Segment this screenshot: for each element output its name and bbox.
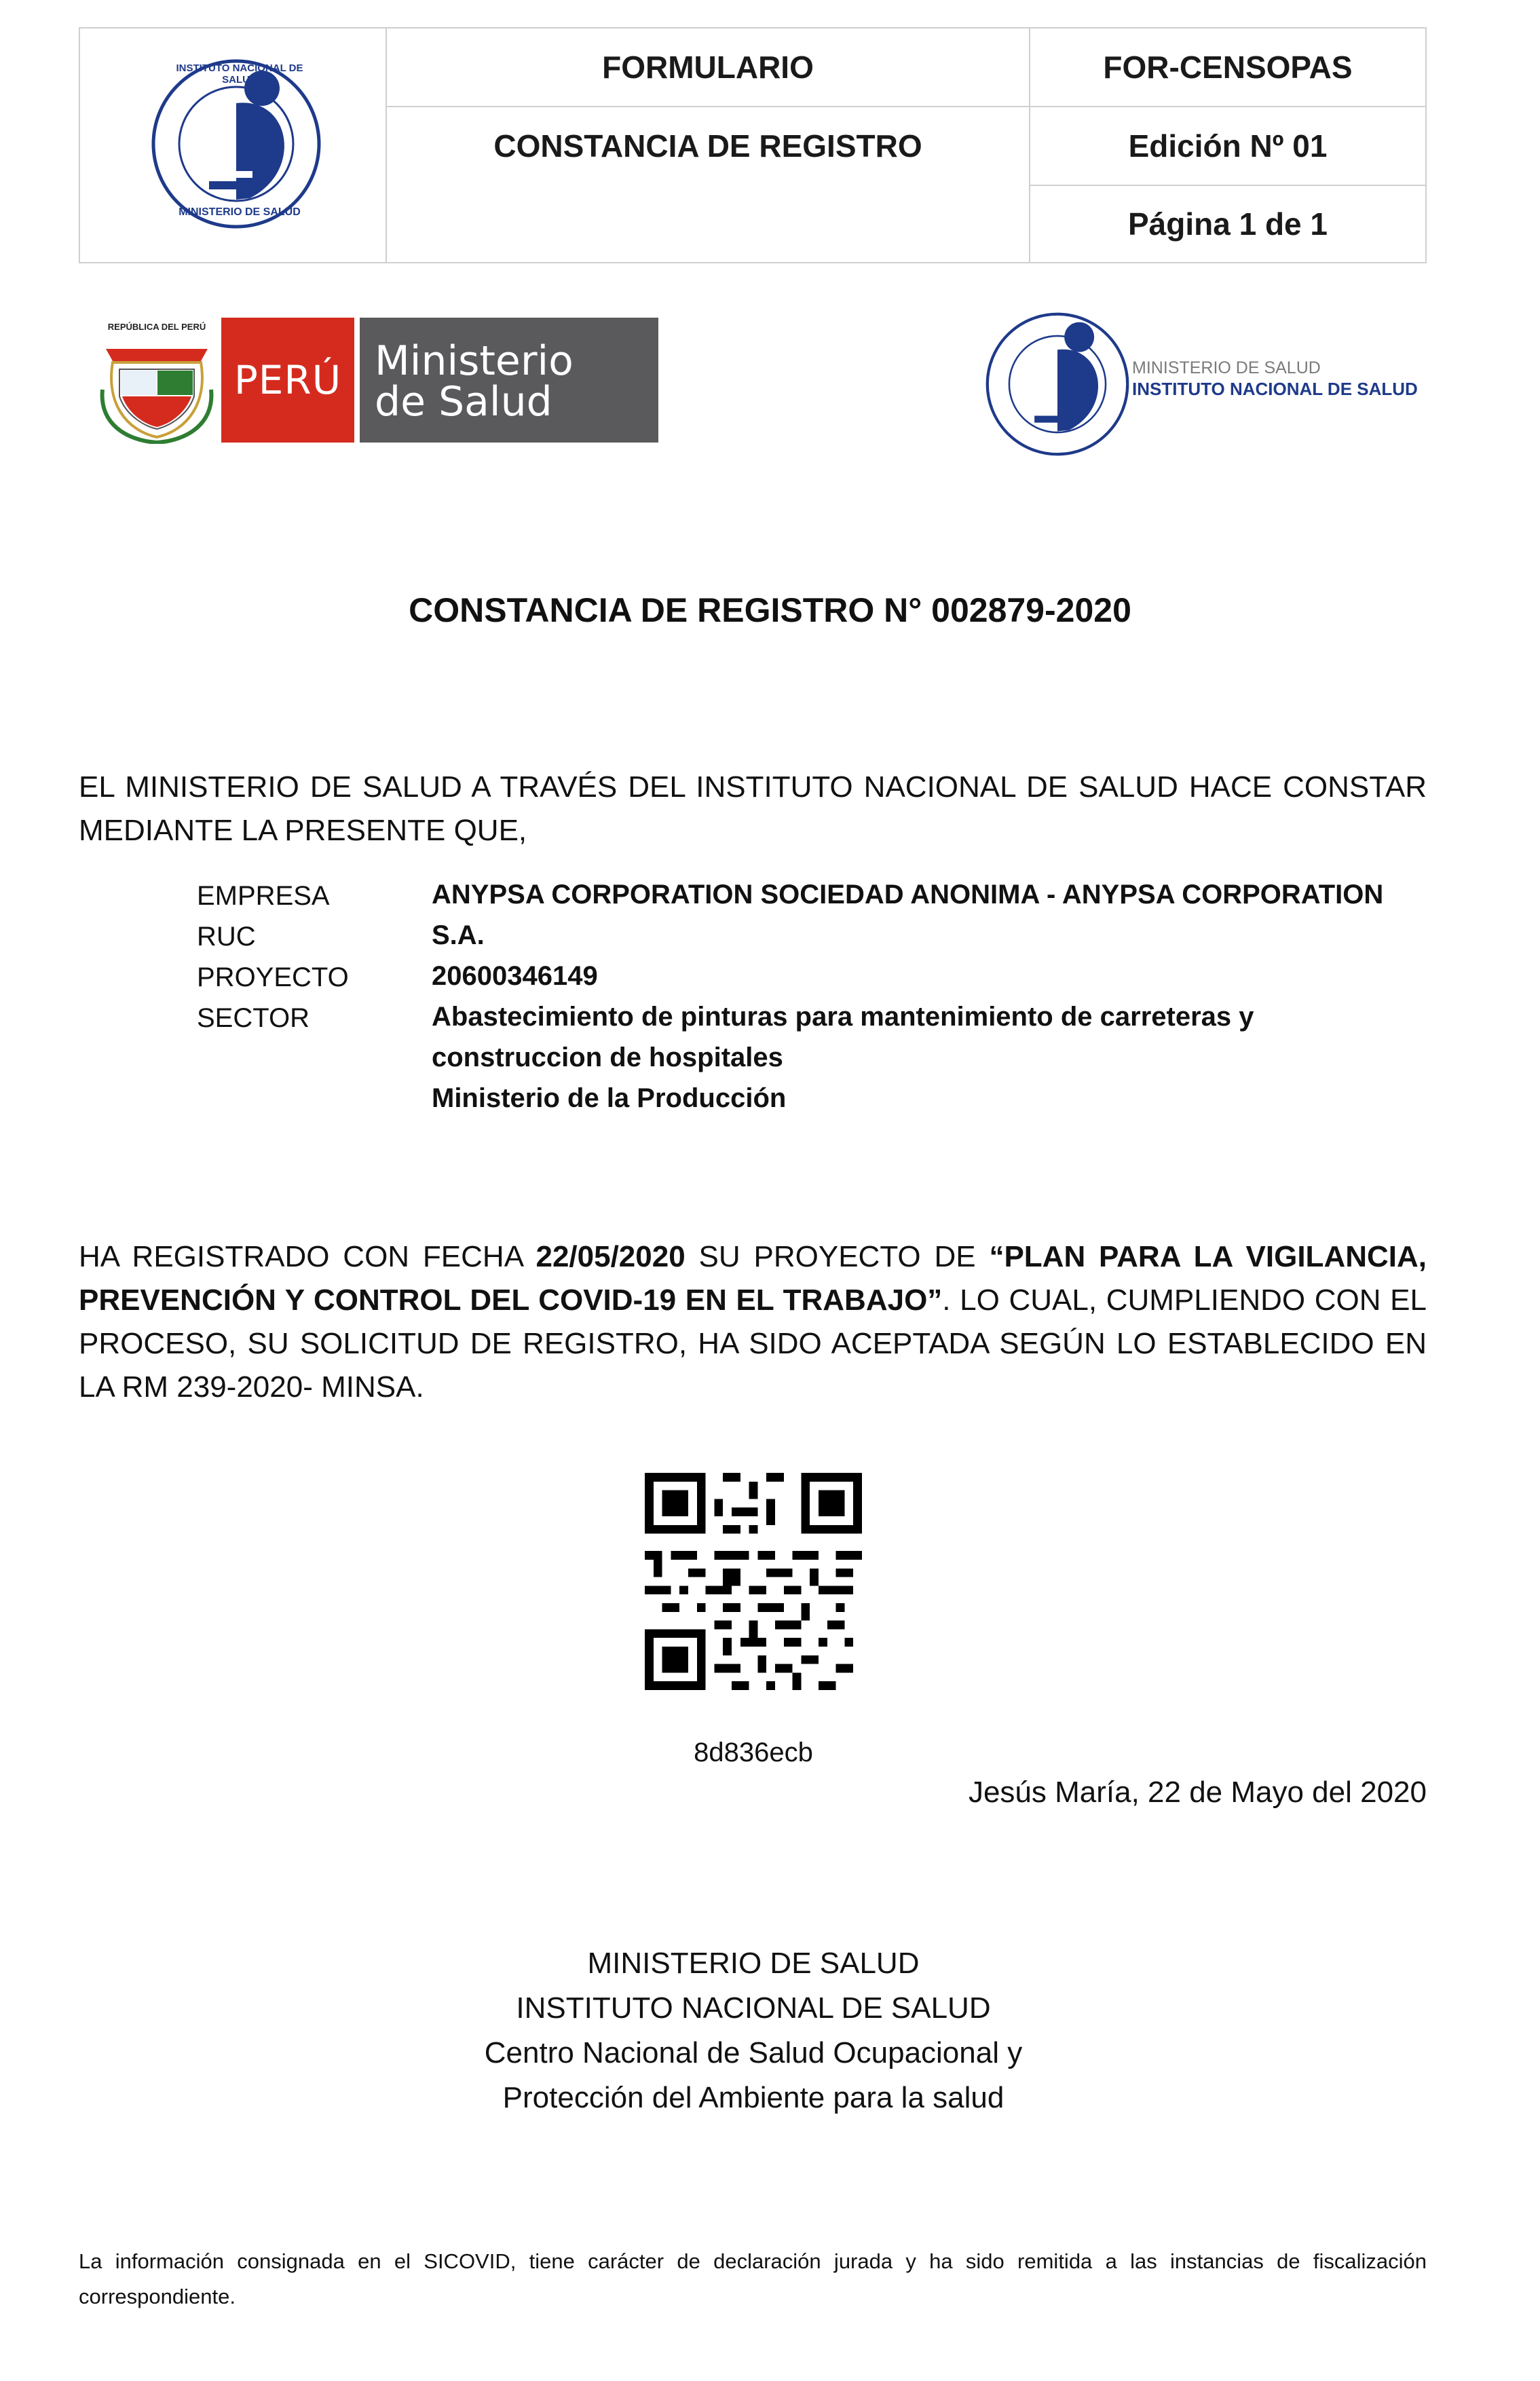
doc-type: CONSTANCIA DE REGISTRO: [493, 128, 922, 164]
ins-logo: [983, 310, 1132, 459]
qr-code-image: [645, 1473, 862, 1690]
label-ruc: RUC: [197, 922, 256, 952]
body-prefix: HA REGISTRADO CON FECHA: [79, 1240, 536, 1273]
field-values: [432, 874, 1429, 1119]
ins-seal-logo: [148, 56, 324, 232]
label-sector: SECTOR: [197, 1003, 309, 1033]
body-plan: “PLAN PARA LA VIGILANCIA, PREVENCIÓN Y CONTROL DEL COVID-19 EN EL TRABAJO”: [79, 1240, 1427, 1317]
form-label: FORMULARIO: [602, 50, 814, 85]
ministry-label-box: [360, 318, 658, 443]
value-empresa: ANYPSA CORPORATION SOCIEDAD ANONIMA - ANYPSA CORPORATION S.A.: [432, 880, 1384, 950]
seal-text-bottom: MINISTERIO DE SALUD: [179, 206, 301, 218]
seal-text-top: INSTITUTO NACIONAL DE SALUD: [176, 62, 303, 86]
form-code: FOR-CENSOPAS: [1103, 50, 1353, 85]
field-labels: [197, 876, 349, 1038]
intro-paragraph: EL MINISTERIO DE SALUD A TRAVÉS DEL INSTITUTO NACIONAL DE SALUD HACE CONSTAR MEDIANTE LA PRESENTE QUE,: [79, 770, 1427, 847]
ins-line2: INSTITUTO NACIONAL DE SALUD: [1132, 379, 1418, 399]
signature-line-1: MINISTERIO DE SALUD: [587, 1947, 920, 1980]
ins-line1: MINISTERIO DE SALUD: [1132, 358, 1321, 377]
value-ruc: 20600346149: [432, 961, 598, 991]
page-number: Página 1 de 1: [1127, 206, 1328, 242]
body-date: 22/05/2020: [536, 1240, 686, 1273]
peru-coat-of-arms: [99, 322, 214, 444]
value-sector: Ministerio de la Producción: [432, 1083, 787, 1113]
label-empresa: EMPRESA: [197, 881, 330, 911]
qr-code-text: 8d836ecb: [694, 1738, 813, 1767]
value-proyecto: Abastecimiento de pinturas para mantenimiento de carreteras y construccion de hospitales: [432, 1002, 1254, 1072]
body-middle: SU PROYECTO DE: [685, 1240, 990, 1273]
signature-line-2: INSTITUTO NACIONAL DE SALUD: [516, 1991, 991, 2025]
signature-block: [0, 1941, 1507, 2120]
label-proyecto: PROYECTO: [197, 962, 349, 992]
signature-line-4: Protección del Ambiente para la salud: [502, 2081, 1004, 2114]
edition: Edición Nº 01: [1128, 128, 1328, 164]
place-date: Jesús María, 22 de Mayo del 2020: [968, 1776, 1427, 1809]
body-suffix: . LO CUAL, CUMPLIENDO CON EL PROCESO, SU SOLICITUD DE REGISTRO, HA SIDO ACEPTADA SEGÚN LO ESTABLECIDO EN LA RM 239-2020- MINSA.: [79, 1283, 1427, 1404]
peru-label: PERÚ: [233, 357, 342, 403]
peru-label-box: [221, 318, 354, 443]
minsa-logo: [79, 307, 662, 460]
ministry-line1: Ministerio: [375, 337, 574, 385]
signature-line-3: Centro Nacional de Salud Ocupacional y: [484, 2036, 1023, 2069]
ministry-line2: de Salud: [375, 378, 552, 426]
body-paragraph: [79, 1235, 1427, 1409]
peru-seal-text: REPÚBLICA DEL PERÚ: [107, 322, 206, 332]
footer-note: La información consignada en el SICOVID, tiene carácter de declaración jurada y ha sido remitida a las instancias de fiscalización correspondiente.: [79, 2249, 1427, 2308]
document-title: CONSTANCIA DE REGISTRO N° 002879-2020: [409, 591, 1131, 629]
header-table: [79, 27, 1427, 263]
